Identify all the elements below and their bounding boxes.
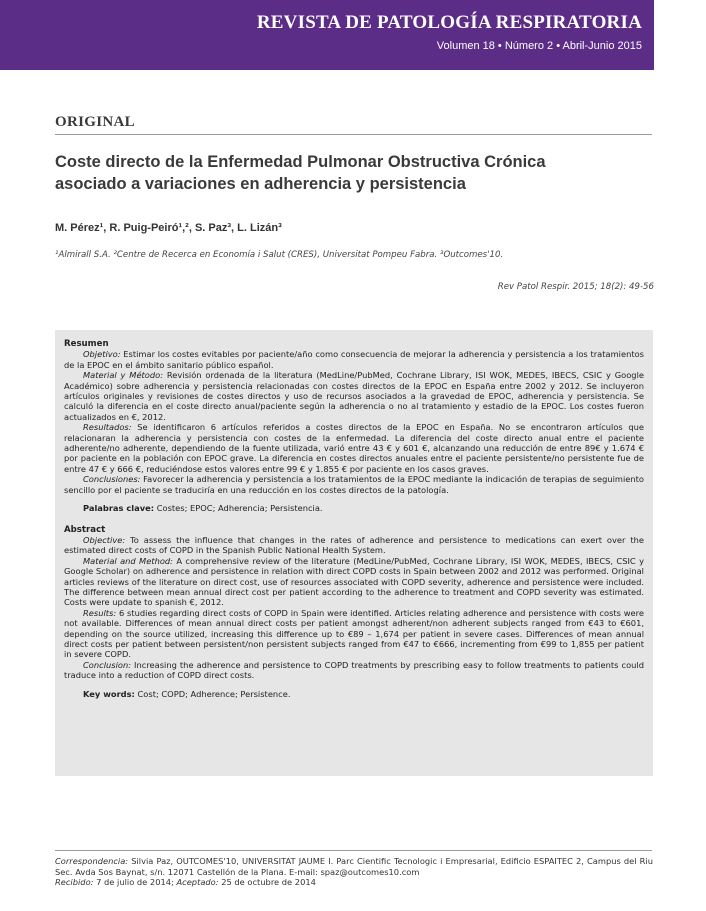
resumen-metodo bbox=[64, 370, 644, 422]
conclusion-text: Increasing the adherence and persistence to COPD treatments by prescribing easy to follow treatments to patients could traduce into a reduction of COPD direct costs. bbox=[64, 659, 644, 681]
title-line-1: Coste directo de la Enfermedad Pulmonar Obstructiva Crónica bbox=[55, 153, 546, 171]
conclusiones-text: Favorecer la adherencia y persistencia a los tratamientos de la EPOC mediante la indicación de terapias de seguimiento sencillo por el paciente se traduciría en una reducción en los costes directos de la patología. bbox=[64, 474, 644, 495]
key-words bbox=[64, 689, 644, 699]
resumen-objetivo bbox=[64, 349, 644, 370]
journal-banner bbox=[0, 0, 654, 70]
correspondence-text: Silvia Paz, OUTCOMES'10, UNIVERSITAT JAUME I. Parc Cientific Tecnologic i Empresarial, Edificio ESPAITEC 2, Campus del Riu Sec. Avda Sos Baynat, s/n. 12071 Castellón de la Plana. E-mail: spaz@outcomes10.com bbox=[55, 856, 653, 877]
accepted-label: Aceptado: bbox=[176, 877, 219, 888]
dates bbox=[55, 877, 653, 888]
method-label: Material and Method: bbox=[83, 555, 173, 566]
conclusion-label: Conclusion: bbox=[83, 659, 132, 670]
correspondence bbox=[55, 856, 653, 877]
objetivo-label: Objetivo: bbox=[83, 349, 121, 360]
abstract-heading: Abstract bbox=[64, 524, 106, 535]
footer-divider bbox=[55, 850, 652, 851]
abstract-method bbox=[64, 556, 644, 608]
metodo-label: Material y Método: bbox=[83, 370, 164, 381]
method-text: A comprehensive review of the literature (MedLine/PubMed, Cochrane Library, ISI WOK, MEDES, IBECS, CSIC y Google Scholar) on adherence and persistence in relation with direct COPD costs in Spain between 2002 and 2012 was performed. Original articles reviews of the literature on direct cost, use of resources associated with COPD severity, adherence and persistence were included. The difference between mean annual direct cost per patient according to the adherence to treatment and COPD severity was estimated. Costs were update to spanish €, 2012. bbox=[64, 555, 644, 608]
abstract-box bbox=[55, 330, 653, 776]
objective-text: To assess the influence that changes in the rates of adherence and persistence to medications can exert over the estimated direct costs of COPD in the Spanish Public National Health System. bbox=[64, 534, 644, 556]
key-words-text: Cost; COPD; Adherence; Persistence. bbox=[134, 688, 291, 699]
palabras-clave-text: Costes; EPOC; Adherencia; Persistencia. bbox=[154, 503, 323, 514]
abstract-objective bbox=[64, 535, 644, 556]
accepted-date: 25 de octubre de 2014 bbox=[218, 877, 316, 888]
resumen-resultados bbox=[64, 422, 644, 474]
authors: M. Pérez¹, R. Puig-Peiró¹,², S. Paz³, L. Lizán³ bbox=[55, 222, 282, 234]
palabras-clave-label: Palabras clave: bbox=[83, 503, 155, 514]
received-label: Recibido: bbox=[55, 877, 94, 888]
results-label: Results: bbox=[83, 607, 117, 618]
section-divider bbox=[55, 134, 652, 135]
resultados-label: Resultados: bbox=[83, 422, 132, 433]
key-words-label: Key words: bbox=[83, 688, 135, 699]
metodo-text: Revisión ordenada de la literatura (MedLine/PubMed, Cochrane Library, ISI WOK, MEDES, IBECS, CSIC y Google Académico) sobre adherencia y persistencia relacionadas con costes directos de la EPOC en España entre 2002 y 2012. Se incluyeron artículos originales y revisiones de costes directos y uso de recursos asociados a la gravedad de EPOC, adherencia y persistencia. Se calculó la diferencia en el coste directo anual/paciente según la adherencia o no al tratamiento y estadio de la EPOC. Los costes fueron actualizados en €, 2012. bbox=[64, 370, 644, 422]
article-title bbox=[55, 151, 615, 195]
correspondence-label: Correspondencia: bbox=[55, 856, 129, 866]
received-date: 7 de julio de 2014; bbox=[93, 877, 177, 888]
abstract-conclusion bbox=[64, 660, 644, 681]
title-line-2: asociado a variaciones en adherencia y persistencia bbox=[55, 175, 466, 193]
affiliations: ¹Almirall S.A. ²Centre de Recerca en Economía i Salut (CRES), Universitat Pompeu Fabra. ³Outcomes'10. bbox=[55, 250, 504, 260]
conclusiones-label: Conclusiones: bbox=[83, 474, 141, 485]
results-text: 6 studies regarding direct costs of COPD in Spain were identified. Articles relating adherence and persistence with costs were not available. Differences of mean annual direct costs per patient amongst adherent/non adherent subjects ranged from €43 to €601, depending on the source utilized, increasing this difference up to €89 – 1,674 per patient in severe cases. Differences of mean annual direct costs per patient between persistent/non persistent subjects ranged from €47 to €666, incrementing from €99 to 1,855 per patient in severe COPD. bbox=[64, 607, 644, 660]
section-label: ORIGINAL bbox=[55, 114, 135, 130]
resumen-heading: Resumen bbox=[64, 339, 109, 349]
abstract-results bbox=[64, 608, 644, 660]
footer bbox=[55, 856, 653, 888]
journal-title: REVISTA DE PATOLOGÍA RESPIRATORIA bbox=[256, 12, 642, 33]
objetivo-text: Estimar los costes evitables por paciente/año como consecuencia de mejorar la adherencia y persistencia a los tratamientos de la EPOC en el ámbito sanitario público español. bbox=[64, 349, 644, 370]
citation: Rev Patol Respir. 2015; 18(2): 49-56 bbox=[497, 282, 654, 292]
resumen-conclusiones bbox=[64, 474, 644, 495]
objective-label: Objective: bbox=[83, 534, 126, 545]
resultados-text: Se identificaron 6 artículos referidos a costes directos de la EPOC en España. No se encontraron artículos que relacionaran la adherencia y persistencia con costes de la enfermedad. La diferencia del coste directo anual entre el paciente adherente/no adherente, dependiendo de la fuente utilizada, varió entre 43 € y 601 €, alcanzando una reducción de entre 89€ y 1.674 € por paciente en la población con EPOC grave. La diferencia en costes directos anuales entre el paciente persistente/no persistente fue de entre 47 € y 666 €, reduciéndose estos valores entre 99 € y 1.855 € por paciente en los casos graves. bbox=[64, 422, 644, 474]
journal-issue: Volumen 18 • Número 2 • Abril-Junio 2015 bbox=[436, 40, 642, 52]
palabras-clave bbox=[64, 503, 644, 513]
